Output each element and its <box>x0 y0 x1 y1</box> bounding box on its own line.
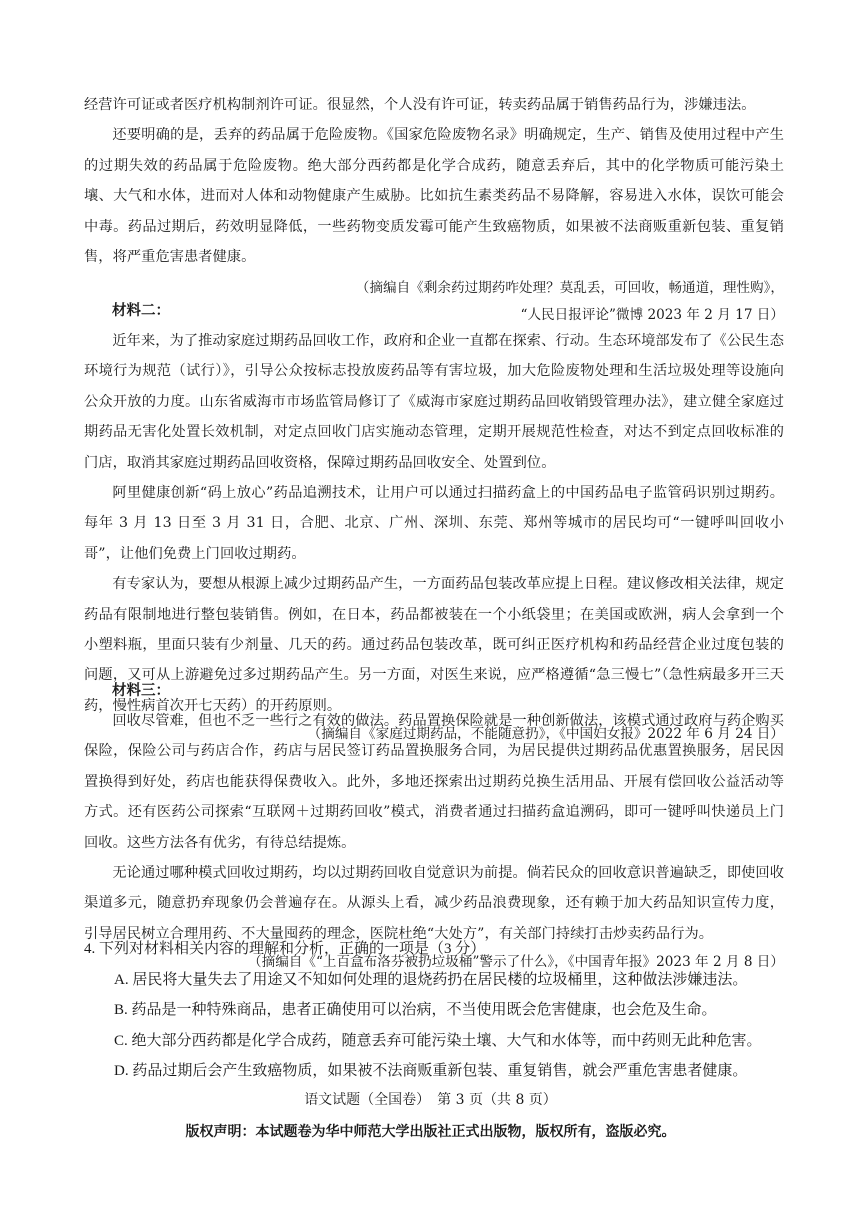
option-b: B. 药品是一种特殊商品，患者正确使用可以治病，不当使用既会危害健康，也会危及生命。 <box>114 1002 717 1018</box>
paragraph: 经营许可证或者医疗机构制剂许可证。很显然，个人没有许可证，转卖药品属于销售药品行为，涉嫌违法。 <box>84 97 756 113</box>
option-d: D. 药品过期后会产生致癌物质，如果被不法商贩重新包装、重复销售，就会严重危害患者健康。 <box>114 1063 748 1079</box>
section-heading: 材料三： <box>112 683 170 699</box>
paragraph: 有专家认为，要想从根源上减少过期药品产生，一方面药品包装改革应提上日程。建议修改相关法律，规定药品有限制地进行整包装销售。例如，在日本，药品都被装在一个小纸袋里；在美国或欧洲，病人会拿到一个小塑料瓶，里面只装有少剂量、几天的药。通过药品包装改革，既可纠正医疗机构和药品经营企业过度包装的问题，又可从上游避免过多过期药品产生。另一方面，对医生来说，应严格遵循“急三慢七”（急性病最多开三天药，慢性病首次开七天药）的开药原则。 <box>84 576 784 714</box>
option-a: A. 居民将大量失去了用途又不知如何处理的退烧药扔在居民楼的垃圾桶里，这种做法涉嫌违法。 <box>114 971 748 988</box>
page-footer: 语文试题（全国卷） 第 3 页（共 8 页） <box>304 1092 557 1108</box>
section-heading: 材料二： <box>112 303 170 319</box>
top-section <box>84 90 784 329</box>
material-three <box>84 676 784 976</box>
copyright-notice: 版权声明：本试题卷为华中师范大学出版社正式出版物，版权所有，盗版必究。 <box>185 1124 676 1140</box>
question-four <box>84 934 784 1087</box>
question-stem: 4. 下列对材料相关内容的理解和分析，正确的一项是（3 分） <box>84 941 486 957</box>
option-c: C. 绝大部分西药都是化学合成药，随意丢弃可能污染土壤、大气和水体等，而中药则无此种危害。 <box>114 1032 762 1049</box>
source-citation: （摘编自《家庭过期药品，不能随意扔》，《中国妇女报》2022 年 6 月 24 日） <box>307 726 784 743</box>
paragraph: 还要明确的是，丢弃的药品属于危险废物。《国家危险废物名录》明确规定，生产、销售及使用过程中产生的过期失效的药品属于危险废物。绝大部分西药都是化学合成药，随意丢弃后，其中的化学物质可能污染土壤、大气和水体，进而对人体和动物健康产生威胁。比如抗生素类药品不易降解，容易进入水体，误饮可能会中毒。药品过期后，药效明显降低，一些药物变质发霉可能产生致癌物质，如果被不法商贩重新包装、重复销售，将严重危害患者健康。 <box>84 127 784 266</box>
source-citation: （摘编自《“上百盒布洛芬被扔垃圾桶”警示了什么》，《中国青年报》2023 年 2 月 8 日） <box>248 954 784 971</box>
source-citation: “人民日报评论”微博 2023 年 2 月 17 日） <box>520 307 784 324</box>
source-citation: （摘编自《剩余药过期药咋处理？莫乱丢，可回收，畅通道，理性购》， <box>355 280 784 297</box>
paragraph: 阿里健康创新“码上放心”药品追溯技术，让用户可以通过扫描药盒上的中国药品电子监管码识别过期药。每年 3 月 13 日至 3 月 31 日，合肥、北京、广州、深圳、东莞、郑州等城市的居民均可“一键呼叫回收小哥”，让他们免费上门回收过期药。 <box>84 485 784 562</box>
paragraph: 无论通过哪种模式回收过期药，均以过期药回收自觉意识为前提。倘若民众的回收意识普遍缺乏，即使回收渠道多元，随意扔弃现象仍会普遍存在。从源头上看，减少药品浪费现象，还有赖于加大药品知识宣传力度，引导居民树立合理用药、不大量囤药的理念，医院杜绝“大处方”，有关部门持续打击炒卖药品行为。 <box>84 865 784 942</box>
paragraph: 回收尽管难，但也不乏一些行之有效的做法。药品置换保险就是一种创新做法，该模式通过政府与药企购买保险，保险公司与药店合作，药店与居民签订药品置换服务合同，为居民提供过期药品优惠置换服务，居民因置换得到好处，药店也能获得保费收入。此外，多地还探索出过期药兑换生活用品、开展有偿回收公益活动等方式。还有医药公司探索“互联网＋过期药回收”模式，消费者通过扫描药盒追溯码，即可一键呼叫快递员上门回收。这些方法各有优劣，有待总结提炼。 <box>84 713 784 851</box>
paragraph: 近年来，为了推动家庭过期药品回收工作，政府和企业一直都在探索、行动。生态环境部发布了《公民生态环境行为规范（试行）》，引导公众按标志投放废药品等有害垃圾，加大危险废物处理和生活垃圾处理等设施向公众开放的力度。山东省威海市市场监管局修订了《威海市家庭过期药品回收销毁管理办法》，建立健全家庭过期药品无害化处置长效机制，对定点回收门店实施动态管理，定期开展规范性检查，对达不到定点回收标准的门店，取消其家庭过期药品回收资格，保障过期药品回收安全、处置到位。 <box>84 333 784 471</box>
